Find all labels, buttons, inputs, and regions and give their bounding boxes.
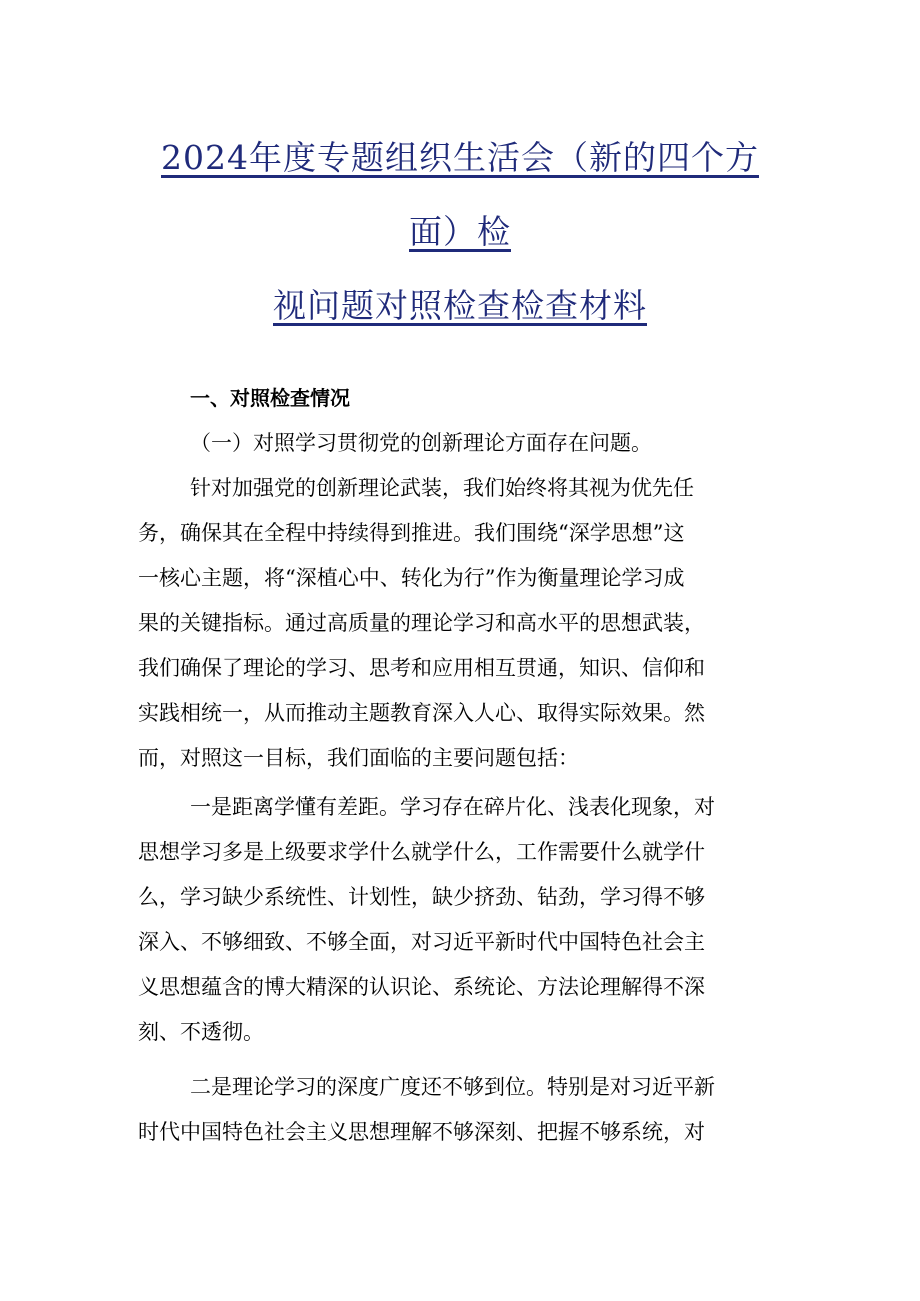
- paragraph-line: 思想学习多是上级要求学什么就学什么，工作需要什么就学什: [138, 840, 705, 864]
- paragraph-line: 针对加强党的创新理论武装，我们始终将其视为优先任: [190, 476, 694, 500]
- document-title-line-3: 视问题对照检查检查材料: [273, 286, 647, 325]
- paragraph-line: 实践相统一，从而推动主题教育深入人心、取得实际效果。然: [138, 701, 705, 725]
- paragraph-line: 而，对照这一目标，我们面临的主要问题包括：: [138, 746, 579, 770]
- document-title-line-1: 2024年度专题组织生活会（新的四个方: [161, 138, 759, 177]
- paragraph-line: 一核心主题，将“深植心中、转化为行”作为衡量理论学习成: [138, 566, 685, 590]
- paragraph-line: 么，学习缺少系统性、计划性，缺少挤劲、钻劲，学习得不够: [138, 885, 705, 909]
- paragraph-2: [138, 785, 778, 1055]
- paragraph-line: 务，确保其在全程中持续得到推进。我们围绕“深学思想”这: [138, 521, 685, 545]
- section-heading: 一、对照检查情况: [190, 386, 350, 410]
- paragraph-3: [138, 1065, 778, 1155]
- paragraph-line: 深入、不够细致、不够全面，对习近平新时代中国特色社会主: [138, 930, 705, 954]
- paragraph-line: 一是距离学懂有差距。学习存在碎片化、浅表化现象，对: [190, 795, 715, 819]
- paragraph-line: 时代中国特色社会主义思想理解不够深刻、把握不够系统，对: [138, 1120, 705, 1144]
- paragraph-1: [138, 466, 778, 781]
- paragraph-line: 义思想蕴含的博大精深的认识论、系统论、方法论理解得不深: [138, 975, 705, 999]
- document-title-line-2: 面）检: [409, 212, 511, 251]
- paragraph-line: 我们确保了理论的学习、思考和应用相互贯通，知识、信仰和: [138, 656, 705, 680]
- subsection-heading: （一）对照学习贯彻党的创新理论方面存在问题。: [190, 431, 652, 455]
- paragraph-line: 刻、不透彻。: [138, 1020, 264, 1044]
- paragraph-line: 二是理论学习的深度广度还不够到位。特别是对习近平新: [190, 1075, 715, 1099]
- paragraph-line: 果的关键指标。通过高质量的理论学习和高水平的思想武装，: [138, 611, 705, 635]
